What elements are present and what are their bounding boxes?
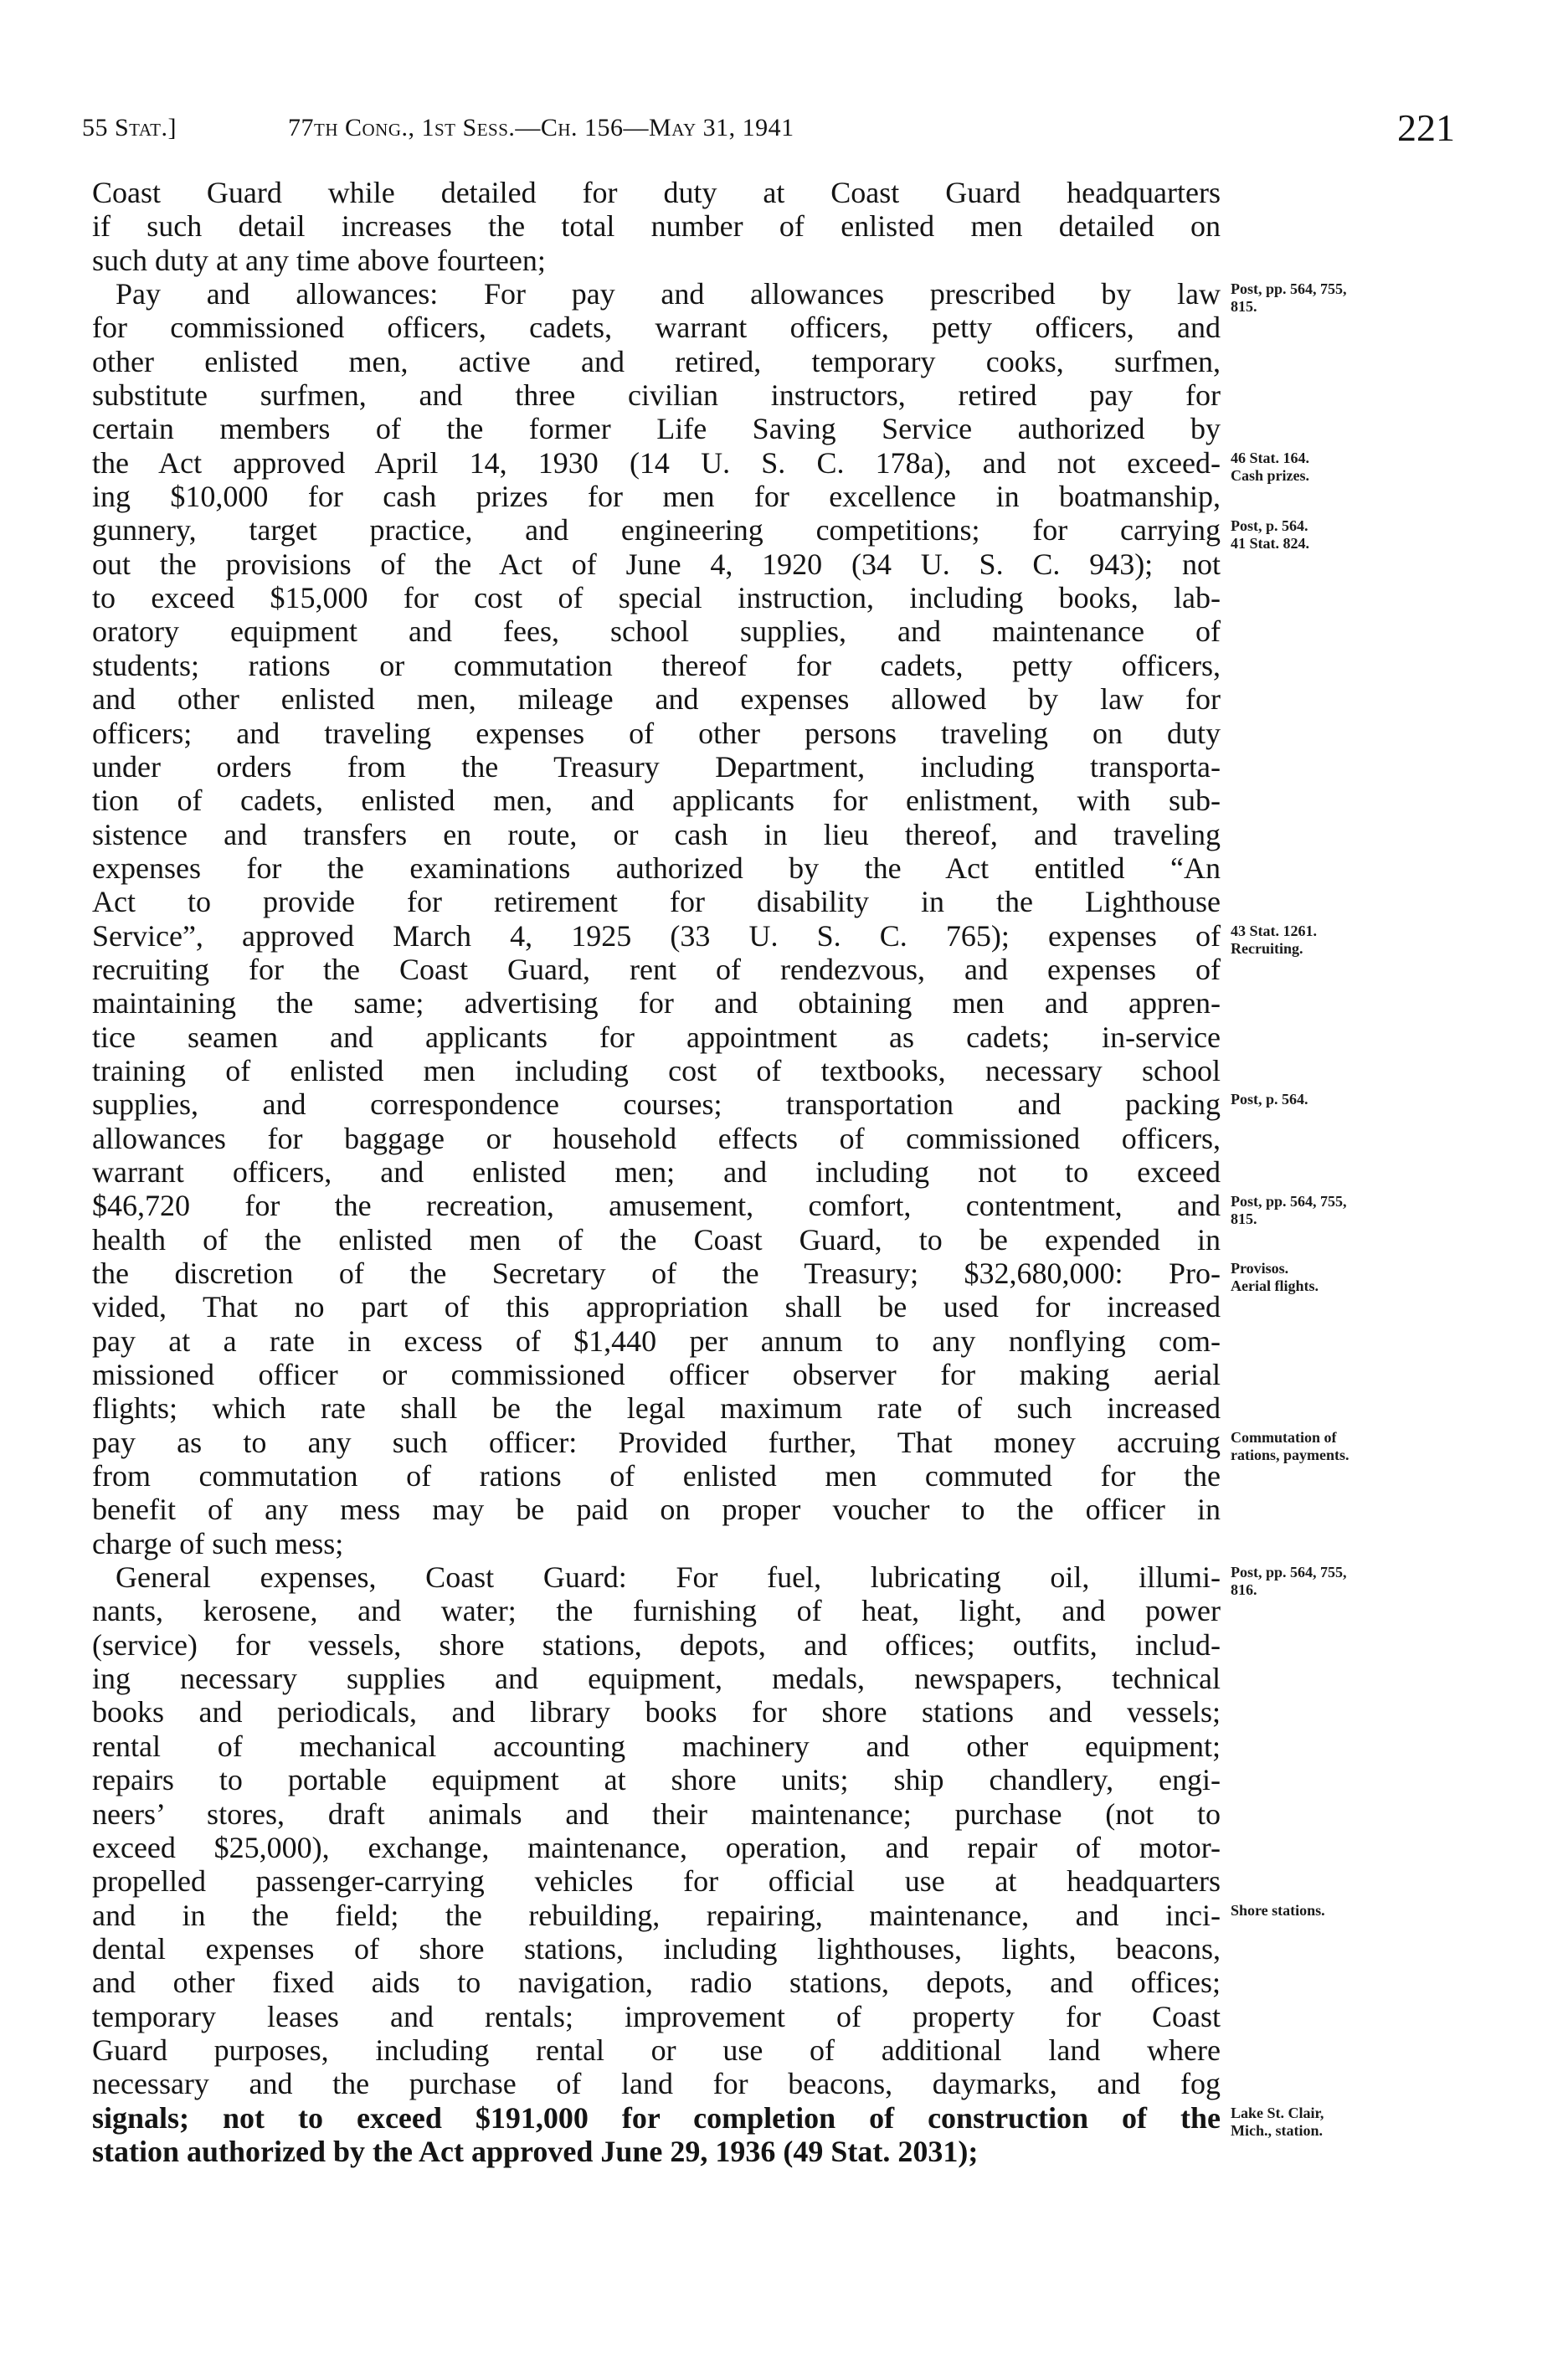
text-line: allowances for baggage or household effects of commissioned officers, [92, 1121, 1221, 1155]
text-line: such duty at any time above fourteen; [92, 243, 546, 277]
margin-note [1231, 1902, 1325, 1920]
text-line: officers; and traveling expenses of other persons traveling on duty [92, 716, 1221, 750]
margin-note [1231, 280, 1347, 316]
margin-note-line: Recruiting. [1231, 939, 1303, 957]
margin-note-line: Lake St. Clair, [1231, 2104, 1324, 2121]
text-line: warrant officers, and enlisted men; and including not to exceed [92, 1154, 1221, 1189]
text-line: out the provisions of the Act of June 4, 1920 (34 U. S. C. 943); not [92, 547, 1221, 581]
session-chapter-date: 77th Cong., 1st Sess.—Ch. 156—May 31, 1941 [288, 114, 794, 141]
text-line: charge of such mess; [92, 1526, 344, 1560]
text-line: missioned officer or commissioned officer observer for making aerial [92, 1358, 1221, 1392]
text-line: neers’ stores, draft animals and their maintenance; purchase (not to [92, 1796, 1221, 1831]
margin-note-line: rations, payments. [1231, 1446, 1350, 1463]
text-line: if such detail increases the total number of enlisted men detailed on [92, 209, 1221, 244]
margin-notes [1231, 0, 1482, 2354]
text-line: sistence and transfers en route, or cash in lieu thereof, and traveling [92, 817, 1221, 851]
margin-note-line: 815. [1231, 1210, 1257, 1227]
margin-note [1231, 1429, 1350, 1464]
text-line: certain members of the former Life Saving Service authorized by [92, 412, 1221, 446]
text-line: for commissioned officers, cadets, warrant officers, petty officers, and [92, 311, 1221, 345]
text-line: and other enlisted men, mileage and expenses allowed by law for [92, 682, 1221, 717]
text-line: exceed $25,000), exchange, maintenance, operation, and repair of motor- [92, 1830, 1221, 1864]
text-line: Guard purposes, including rental or use of additional land where [92, 2033, 1221, 2067]
margin-note [1231, 1091, 1308, 1108]
text-line: health of the enlisted men of the Coast Guard, to be expended in [92, 1222, 1221, 1257]
text-line: other enlisted men, active and retired, temporary cooks, surfmen, [92, 344, 1221, 378]
volume-reference: 55 Stat.] [82, 114, 177, 141]
text-line: the discretion of the Secretary of the Treasury; $32,680,000: Pro- [92, 1257, 1221, 1290]
text-line: Pay and allowances: For pay and allowances prescribed by law [116, 277, 1221, 311]
margin-note [1231, 2105, 1324, 2140]
margin-note [1231, 1260, 1319, 1295]
margin-note-line: Post, pp. 564, 755, [1231, 280, 1347, 298]
text-line: to exceed $15,000 for cost of special instruction, including books, lab- [92, 581, 1221, 615]
text-line: rental of mechanical accounting machinery and other equipment; [92, 1729, 1221, 1763]
text-line: repairs to portable equipment at shore units; ship chandlery, engi- [92, 1763, 1221, 1797]
text-line: pay as to any such officer: Provided further, That money accruing [92, 1425, 1221, 1459]
text-line: Coast Guard while detailed for duty at Coast Guard headquarters [92, 176, 1221, 209]
margin-note-line: Post, p. 564. [1231, 517, 1308, 534]
text-line: substitute surfmen, and three civilian instructors, retired pay for [92, 378, 1221, 413]
text-line: necessary and the purchase of land for beacons, daymarks, and fog [92, 2067, 1221, 2101]
margin-note-line: Post, pp. 564, 755, [1231, 1564, 1347, 1581]
text-line: training of enlisted men including cost of textbooks, necessary school [92, 1053, 1221, 1087]
text-line: gunnery, target practice, and engineering competitions; for carrying [92, 513, 1221, 547]
text-line: Act to provide for retirement for disability in the Lighthouse [92, 885, 1221, 919]
text-line: dental expenses of shore stations, including lighthouses, lights, beacons, [92, 1931, 1221, 1966]
margin-note-line: 46 Stat. 164. [1231, 449, 1309, 466]
margin-note-line: 816. [1231, 1581, 1257, 1599]
text-line: from commutation of rations of enlisted men commuted for the [92, 1459, 1221, 1493]
margin-note-line: Aerial flights. [1231, 1277, 1319, 1295]
text-line: under orders from the Treasury Department, including transporta- [92, 749, 1221, 784]
margin-note-line: Commutation of [1231, 1428, 1337, 1446]
margin-note-line: 815. [1231, 298, 1257, 316]
margin-note-line: Post, pp. 564, 755, [1231, 1192, 1347, 1210]
margin-note-line: Shore stations. [1231, 1901, 1325, 1919]
margin-note [1231, 517, 1309, 553]
text-line: vided, That no part of this appropriation shall be used for increased [92, 1290, 1221, 1324]
margin-note [1231, 923, 1317, 958]
text-line: ing necessary supplies and equipment, medals, newspapers, technical [92, 1662, 1221, 1696]
text-line: $46,720 for the recreation, amusement, comfort, contentment, and [92, 1189, 1221, 1223]
text-line: and other fixed aids to navigation, radio stations, depots, and offices; [92, 1966, 1221, 2000]
text-line: and in the field; the rebuilding, repairing, maintenance, and inci- [92, 1898, 1221, 1932]
text-line: oratory equipment and fees, school supplies, and maintenance of [92, 614, 1221, 649]
text-line: General expenses, Coast Guard: For fuel, lubricating oil, illumi- [116, 1560, 1221, 1595]
text-line: tice seamen and applicants for appointment as cadets; in-service [92, 1020, 1221, 1054]
margin-note [1231, 1193, 1347, 1228]
margin-note-line: 41 Stat. 824. [1231, 534, 1309, 552]
text-line: benefit of any mess may be paid on proper voucher to the officer in [92, 1493, 1221, 1527]
margin-note-line: 43 Stat. 1261. [1231, 922, 1317, 939]
text-line: tion of cadets, enlisted men, and applicants for enlistment, with sub- [92, 784, 1221, 818]
text-line: signals; not to exceed $191,000 for completion of construction of the [92, 2100, 1221, 2135]
margin-note-line: Cash prizes. [1231, 466, 1309, 484]
text-line: propelled passenger-carrying vehicles for official use at headquarters [92, 1864, 1221, 1899]
margin-note-line: Mich., station. [1231, 2121, 1323, 2139]
text-line: books and periodicals, and library books for shore stations and vessels; [92, 1695, 1221, 1730]
statute-body-text [92, 176, 1221, 2168]
text-line: temporary leases and rentals; improvement of property for Coast [92, 1999, 1221, 2033]
text-line: the Act approved April 14, 1930 (14 U. S. C. 178a), and not exceed- [92, 445, 1221, 480]
text-line: (service) for vessels, shore stations, depots, and offices; outfits, includ- [92, 1627, 1221, 1662]
page-number: 221 [1397, 106, 1455, 149]
margin-note [1231, 1564, 1347, 1599]
margin-note-line: Post, p. 564. [1231, 1091, 1308, 1108]
text-line: flights; which rate shall be the legal maximum rate of such increased [92, 1391, 1221, 1426]
text-line: supplies, and correspondence courses; transportation and packing [92, 1087, 1221, 1122]
margin-note-line: Provisos. [1231, 1260, 1289, 1277]
text-line: students; rations or commutation thereof for cadets, petty officers, [92, 648, 1221, 682]
text-line: station authorized by the Act approved June 29, 1936 (49 Stat. 2031); [92, 2134, 979, 2168]
text-line: nants, kerosene, and water; the furnishing of heat, light, and power [92, 1594, 1221, 1628]
text-line: recruiting for the Coast Guard, rent of rendezvous, and expenses of [92, 952, 1221, 986]
text-line: pay at a rate in excess of $1,440 per annum to any nonflying com- [92, 1323, 1221, 1358]
text-line: expenses for the examinations authorized by the Act entitled “An [92, 851, 1221, 885]
margin-note [1231, 450, 1309, 485]
text-line: ing $10,000 for cash prizes for men for excellence in boatmanship, [92, 480, 1221, 514]
text-line: Service”, approved March 4, 1925 (33 U. S. C. 765); expenses of [92, 918, 1221, 953]
text-line: maintaining the same; advertising for and obtaining men and appren- [92, 986, 1221, 1020]
